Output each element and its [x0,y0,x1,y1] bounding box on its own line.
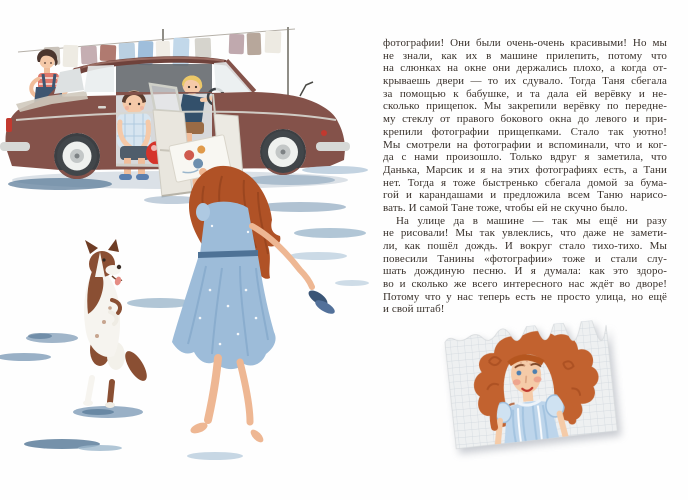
sketch-paper [442,319,620,451]
text-line: и свой штаб! [383,303,445,316]
car-wheel-front [262,131,304,173]
text-line: Потому что у нас теперь есть не просто улица, но ещё [383,290,667,303]
text-line: Мы смотрели на фотографии и вспоминали, что и ког- [383,138,667,151]
text-line: не знали, как их в машине прилепить, потому что [383,49,667,62]
text-line: нет. Тогда я тоже быстренько сбегала домой за бума- [383,176,667,189]
text-line: Данька, Марсик и я на этих фотографиях есть, а Тани [383,163,667,176]
story-text [383,37,667,316]
right-page [375,0,688,500]
text-line: не рисовали! Мы так увлеклись, что даже не замети- [383,227,667,240]
text-line: На улице да в машине — так мы ещё ни разу [396,214,667,227]
text-line: му стеклу от правого бокового окна до левого и при- [383,113,667,126]
text-line: гой и карандашами и предложила всем Таню нарисо- [383,189,667,202]
shoes-in-hand [306,288,337,317]
sketch-illustration [442,319,620,451]
girl-skirt [172,256,276,369]
dog [83,239,151,408]
text-line: на слюнках на окне они держались плохо, а когда от- [383,62,667,75]
taillight [6,118,12,132]
text-line: крываешь двери — то их сдувало. Тогда Таня сбегала [383,75,667,88]
text-line: вать. И самой Тане тоже, чтобы ей не скучно было. [383,201,628,214]
antenna [300,82,313,96]
text-line: ли, как пошёл дождь. И вокруг стало тихо-тихо. Мы [383,240,667,252]
text-line: шать дождиную песню. И я думала: как это здоро- [383,265,667,278]
text-line: да с нами произошло. Только вдруг я заметила, что [383,151,667,164]
text-line: сколько прищепок. Мы закрепили верёвку по передне- [383,100,667,113]
car-wheel-rear [57,136,97,176]
front-bumper [316,142,350,151]
front-marker-light [321,130,327,136]
text-line: повесили Танины «фотографии» тоже и стали слу- [383,252,667,265]
text-line: крепили фотографии прищепками. Стало так уютно! [383,125,667,138]
text-line: за помощью к бабушке, и та дала ей верёвку и не- [383,87,667,100]
text-line: фотографии! Они были очень-очень красивыми! Но мы [383,37,667,49]
rear-bumper [0,142,30,151]
text-line: во и сколько же всего интересного нас ждёт во дворе! [383,278,667,291]
